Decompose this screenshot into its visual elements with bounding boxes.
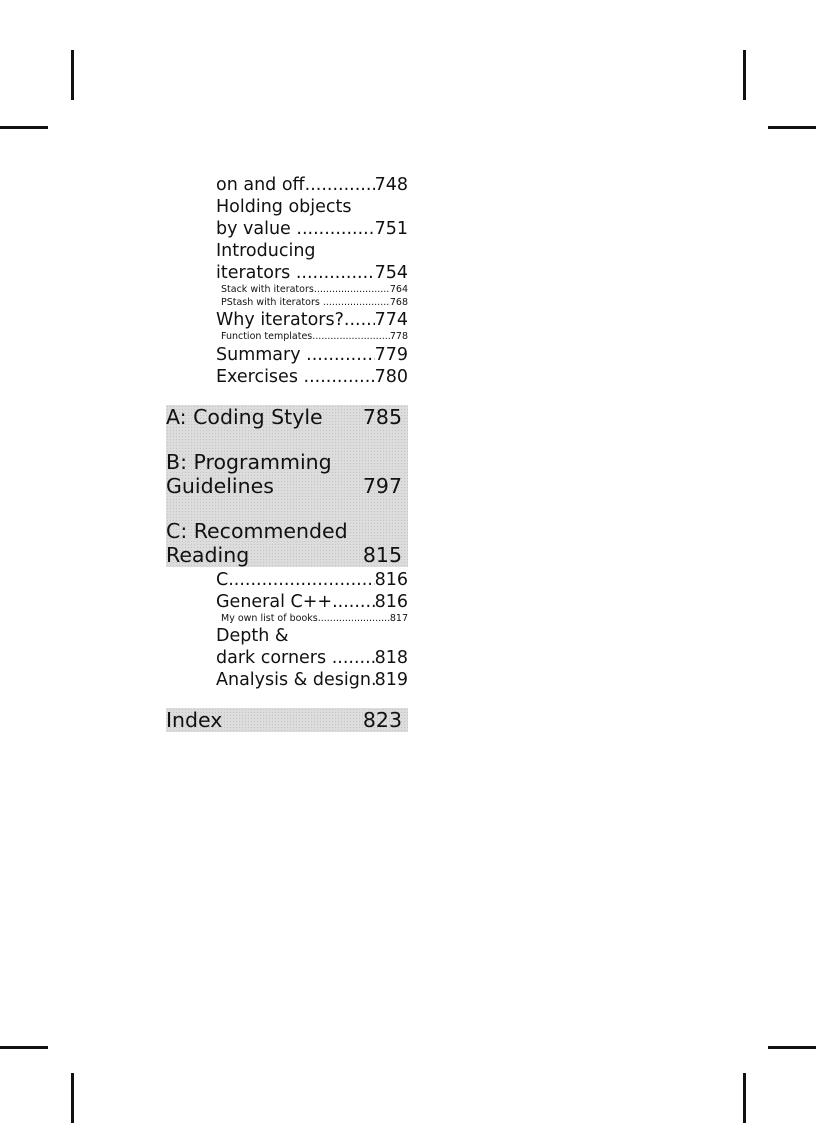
toc-entry-title-line: Holding objects: [216, 197, 352, 217]
toc-entry-page-number: 764: [389, 284, 408, 295]
dot-leader: [228, 569, 374, 591]
toc-entry[interactable]: [216, 366, 408, 388]
dot-leader: [314, 284, 390, 297]
toc-entry-page-number: 816: [374, 569, 408, 590]
appendix-spacer: [166, 429, 408, 450]
spacer: [166, 691, 408, 708]
dot-leader: [305, 174, 375, 196]
appendix-spacer: [166, 498, 408, 519]
toc-entry[interactable]: [216, 591, 408, 613]
toc-entry-title: on and off: [216, 175, 305, 195]
table-of-contents: [166, 174, 408, 732]
crop-mark-bottom-left-h: [0, 1046, 48, 1049]
dot-leader: [344, 309, 375, 331]
index-title: Index: [166, 708, 223, 732]
index-page-number: 823: [362, 708, 402, 732]
toc-entry-page-number: 768: [389, 296, 408, 308]
toc-section-reading: [166, 569, 408, 692]
appendix-title: A: Coding Style: [166, 404, 323, 429]
crop-mark-top-right-h: [768, 126, 816, 129]
crop-mark-top-right: [743, 50, 746, 100]
appendix-title-line: C: Recommended: [166, 518, 348, 543]
toc-entry-title: dark corners: [216, 648, 332, 668]
toc-entry-title-line: Depth &: [216, 626, 289, 646]
toc-entry[interactable]: [216, 669, 408, 691]
dot-leader: [318, 613, 390, 626]
toc-entry[interactable]: [216, 309, 408, 331]
toc-entry-title: by value: [216, 219, 297, 239]
toc-entry-title-line: Introducing: [216, 241, 316, 261]
dot-leader: [312, 331, 390, 344]
appendix-entry[interactable]: [166, 450, 408, 498]
toc-entry-title: My own list of books: [221, 612, 318, 624]
toc-entry-title: Stack with iterators: [221, 284, 314, 295]
toc-entry-page-number: 817: [389, 612, 408, 624]
toc-entry[interactable]: [216, 196, 408, 240]
toc-entry-page-number: 751: [374, 219, 408, 239]
crop-mark-bottom-right: [743, 1073, 746, 1123]
toc-entry[interactable]: [221, 613, 408, 626]
toc-entry[interactable]: [221, 297, 408, 310]
toc-entry-title: C: [216, 569, 229, 590]
dot-leader: [304, 366, 375, 388]
toc-entry[interactable]: [216, 344, 408, 366]
appendix-entry[interactable]: [166, 519, 408, 567]
index-entry[interactable]: [166, 708, 408, 732]
toc-entry-title: Exercises: [216, 366, 304, 387]
dot-leader: [296, 218, 374, 240]
dot-leader: [332, 591, 375, 613]
appendix-list: [166, 405, 408, 569]
crop-mark-bottom-right-h: [768, 1046, 816, 1049]
toc-entry-page-number: 780: [374, 366, 408, 387]
toc-entry[interactable]: [216, 174, 408, 196]
toc-entry[interactable]: [216, 625, 408, 669]
toc-entry[interactable]: [216, 240, 408, 284]
toc-entry-page-number: 748: [374, 175, 408, 195]
appendix-title: Guidelines: [166, 473, 274, 498]
toc-entry-title: PStash with iterators: [221, 296, 323, 308]
appendix-page-number: 797: [362, 473, 402, 498]
toc-entry-title: iterators: [216, 263, 296, 283]
toc-entry-title: Why iterators?: [216, 310, 344, 330]
appendix-title-line: B: Programming: [166, 449, 332, 474]
appendix-page-number: 815: [362, 542, 402, 567]
toc-entry-title: Summary: [216, 344, 307, 365]
toc-entry[interactable]: [221, 331, 408, 344]
toc-entry-page-number: 778: [389, 331, 408, 342]
toc-entry-page-number: 818: [374, 648, 408, 668]
toc-entry-title: General C++: [216, 591, 333, 612]
toc-entry-page-number: 754: [374, 263, 408, 283]
toc-entry[interactable]: [216, 569, 408, 591]
toc-entry-page-number: 816: [374, 591, 408, 612]
crop-mark-bottom-left: [71, 1073, 74, 1123]
appendix-title: Reading: [166, 542, 250, 567]
crop-mark-top-left: [71, 50, 74, 100]
toc-entry-page-number: 774: [374, 310, 408, 330]
toc-section-iterators: [166, 174, 408, 388]
toc-entry-title: Analysis & design: [216, 670, 371, 690]
toc-entry[interactable]: [221, 284, 408, 297]
dot-leader: [323, 297, 390, 310]
dot-leader: [332, 647, 375, 669]
toc-entry-title: Function templates: [221, 331, 313, 342]
toc-entry-page-number: 819: [374, 670, 408, 690]
dot-leader: [296, 262, 375, 284]
appendix-page-number: 785: [362, 404, 402, 429]
spacer: [166, 388, 408, 405]
toc-entry-page-number: 779: [374, 344, 408, 365]
dot-leader: [306, 344, 374, 366]
crop-mark-top-left-h: [0, 126, 48, 129]
appendix-entry[interactable]: [166, 405, 408, 429]
